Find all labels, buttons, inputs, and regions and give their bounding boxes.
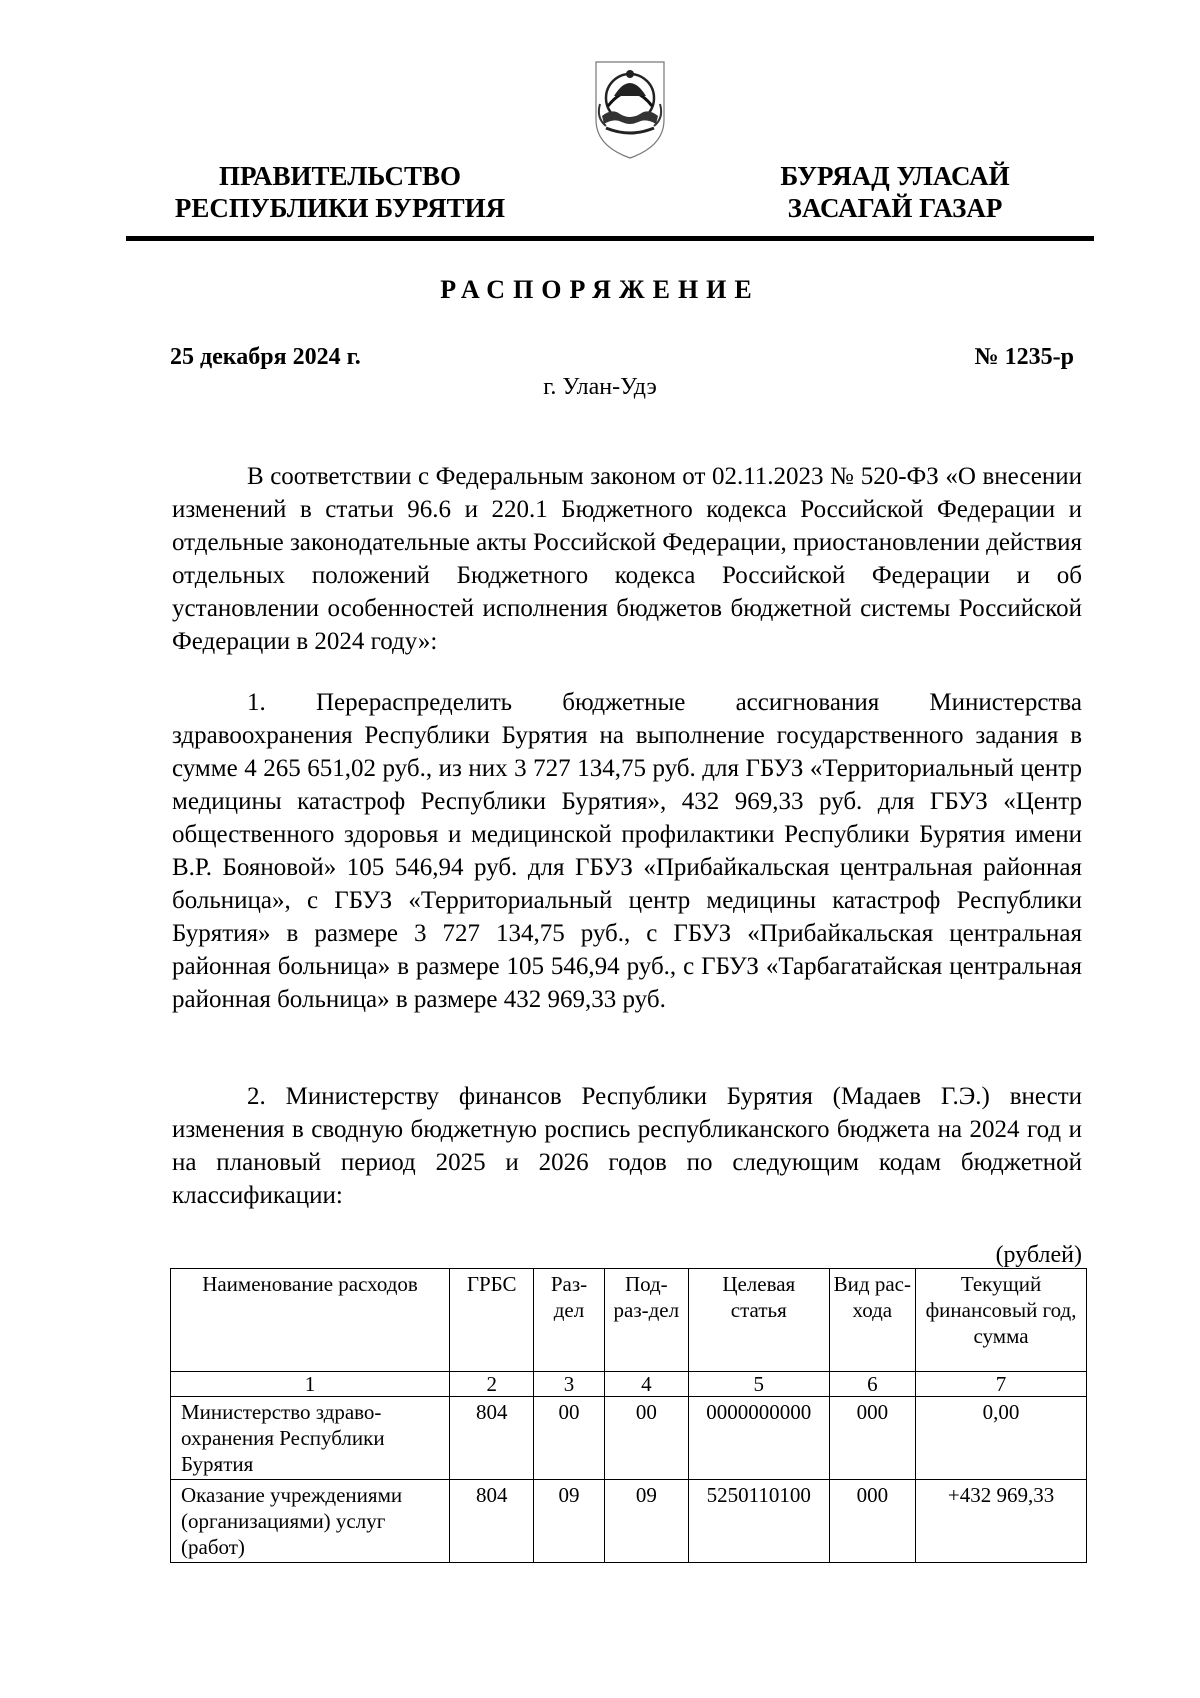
preamble-paragraph: В соответствии с Федеральным законом от 02.11.2023 № 520-ФЗ «О внесении изменений в статьи 96.6 и 220.1 Бюджетного кодекса Российской Федерации и отдельные законодательные акты Российской Федерации, приостановлении действия отдельных положений Бюджетного кодекса Российской Федерации и об установлении особенностей исполнения бюджетов бюджетной системы Российской Федерации в 2024 году»: — [172, 463, 1082, 655]
document-type: РАСПОРЯЖЕНИЕ — [440, 275, 760, 304]
table-units: (рублей) — [995, 1242, 1082, 1268]
column-number: 3 — [534, 1372, 604, 1397]
target-article-cell: 5250110100 — [688, 1480, 829, 1563]
table-header-cell: Вид рас-хода — [829, 1269, 916, 1372]
column-number: 4 — [604, 1372, 688, 1397]
expense-type-cell: 000 — [829, 1480, 916, 1563]
header-left-line2: РЕСПУБЛИКИ БУРЯТИЯ — [174, 193, 506, 223]
column-number: 7 — [916, 1372, 1087, 1397]
table-header-cell: Текущий финансовый год, сумма — [916, 1269, 1087, 1372]
table-column-number-row — [171, 1372, 1087, 1397]
column-number: 5 — [688, 1372, 829, 1397]
subsection-cell: 00 — [604, 1397, 688, 1480]
item-2-paragraph: 2. Министерству финансов Республики Бурятия (Мадаев Г.Э.) внести изменения в сводную бюджетную роспись республиканского бюджета на 2024 год и на плановый период 2025 и 2026 годов по следующим кодам бюджетной классификации: — [172, 1083, 1082, 1209]
table-header-cell: Целевая статья — [688, 1269, 829, 1372]
table-row — [171, 1480, 1087, 1563]
budget-table — [170, 1268, 1087, 1563]
subsection-cell: 09 — [604, 1480, 688, 1563]
item-1-paragraph: 1. Перераспределить бюджетные ассигнования Министерства здравоохранения Республики Бурятия на выполнение государственного задания в сумме 4 265 651,02 руб., из них 3 727 134,75 руб. для ГБУЗ «Территориальный центр медицины катастроф Республики Бурятия», 432 969,33 руб. для ГБУЗ «Центр общественного здоровья и медицинской профилактики Республики Бурятия имени В.Р. Бояновой» 105 546,94 руб. для ГБУЗ «Прибайкальская центральная районная больница», с ГБУЗ «Территориальный центр медицины катастроф Республики Бурятия» в размере 3 727 134,75 руб., с ГБУЗ «Прибайкальская центральная районная больница» в размере 105 546,94 руб., с ГБУЗ «Тарбагатайская центральная районная больница» в размере 432 969,33 руб. — [172, 689, 1082, 1013]
table-header-cell: Раз-дел — [534, 1269, 604, 1372]
grbs-cell: 804 — [450, 1397, 534, 1480]
coat-of-arms-emblem — [590, 58, 670, 162]
table-header-row — [171, 1269, 1087, 1372]
column-number: 6 — [829, 1372, 916, 1397]
expense-name-cell: Оказание учреждениями (организациями) услуг (работ) — [171, 1480, 450, 1563]
table-header-cell: ГРБС — [450, 1269, 534, 1372]
header-right-line1: БУРЯАД УЛАСАЙ — [780, 161, 1010, 191]
table-row — [171, 1397, 1087, 1480]
column-number: 2 — [450, 1372, 534, 1397]
header-left-line1: ПРАВИТЕЛЬСТВО — [218, 161, 462, 191]
document-city: г. Улан-Удэ — [543, 374, 657, 400]
header-divider — [126, 236, 1094, 241]
table-header-cell: Наименование расходов — [171, 1269, 450, 1372]
header-right — [745, 160, 1045, 224]
target-article-cell: 0000000000 — [688, 1397, 829, 1480]
column-number: 1 — [171, 1372, 450, 1397]
header-right-line2: ЗАСАГАЙ ГАЗАР — [787, 193, 1003, 223]
section-cell: 00 — [534, 1397, 604, 1480]
header-left — [150, 160, 530, 224]
section-cell: 09 — [534, 1480, 604, 1563]
expense-type-cell: 000 — [829, 1397, 916, 1480]
grbs-cell: 804 — [450, 1480, 534, 1563]
amount-cell: +432 969,33 — [916, 1480, 1087, 1563]
table-header-cell: Под-раз-дел — [604, 1269, 688, 1372]
document-number: № 1235-р — [974, 344, 1074, 370]
document-date: 25 декабря 2024 г. — [170, 344, 361, 370]
amount-cell: 0,00 — [916, 1397, 1087, 1480]
expense-name-cell: Министерство здраво-охранения Республики Бурятия — [171, 1397, 450, 1480]
